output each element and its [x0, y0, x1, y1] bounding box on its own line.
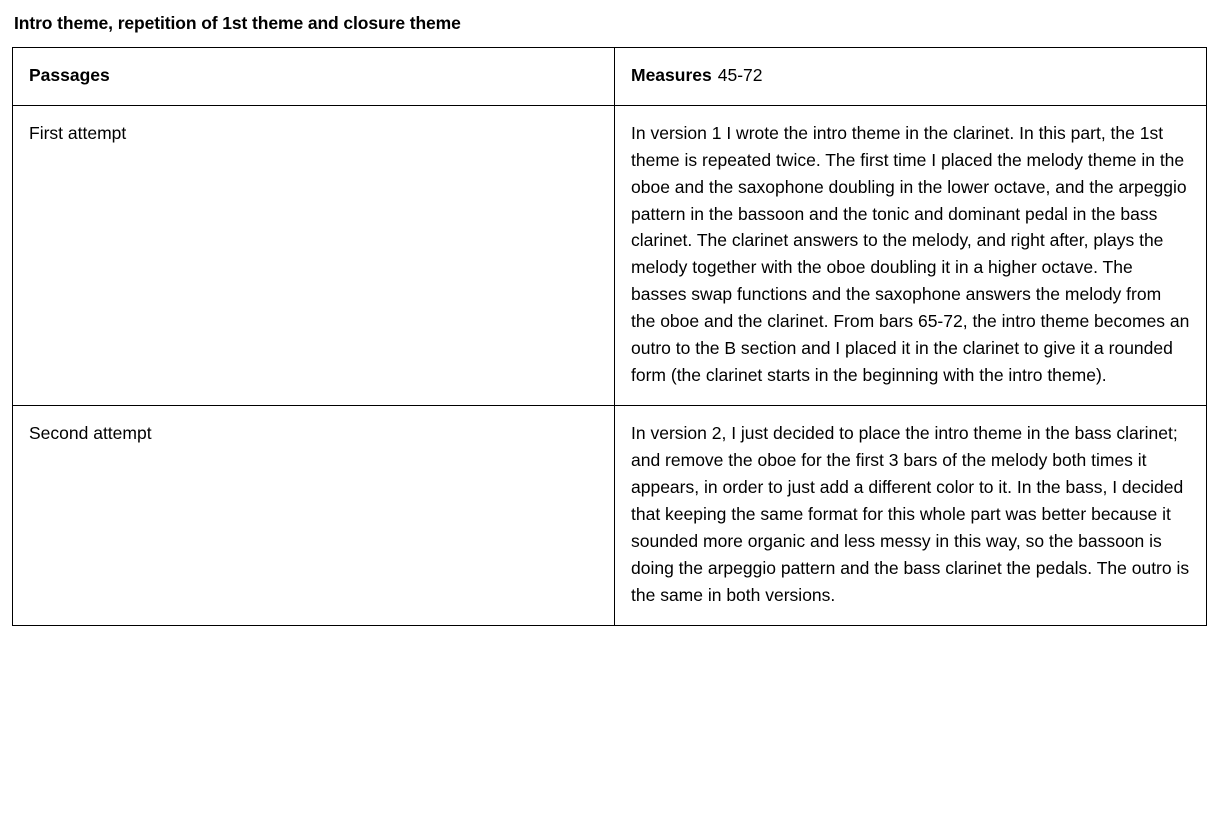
row-label-first-attempt: First attempt — [29, 122, 127, 143]
row-label-cell-first-attempt — [13, 105, 615, 405]
table-header-cell-measures — [615, 47, 1207, 105]
row-label-cell-second-attempt — [13, 406, 615, 626]
page-title: Intro theme, repetition of 1st theme and closure theme — [14, 13, 461, 33]
row-text-cell-second-attempt — [615, 406, 1207, 626]
row-text-cell-first-attempt — [615, 105, 1207, 405]
table-header-row — [13, 47, 1207, 105]
column-header-passages: Passages — [29, 64, 110, 85]
column-header-measures-value: 45-72 — [717, 64, 763, 85]
column-header-measures: Measures — [631, 64, 712, 85]
passages-table — [12, 47, 1207, 626]
table-header-cell-passages — [13, 47, 615, 105]
table-row — [13, 406, 1207, 626]
table-row — [13, 105, 1207, 405]
row-label-second-attempt: Second attempt — [29, 423, 152, 444]
row-text-second-attempt: In version 2, I just decided to place the intro theme in the bass clarinet; and remove the oboe for the first 3 bars of the melody both times it appears, in order to just add a different color to it. In the bass, I decided that keeping the same format for this whole part was better because it sounded more organic and less messy in this way, so the bassoon is doing the arpeggio pattern and the bass clarinet the pedals. The outro is the same in both versions. — [631, 423, 1190, 605]
row-text-first-attempt: In version 1 I wrote the intro theme in the clarinet. In this part, the 1st theme is repeated twice. The first time I placed the melody theme in the oboe and the saxophone doubling in the lower octave, and the arpeggio pattern in the bassoon and the tonic and dominant pedal in the bass clarinet. The clarinet answers to the melody, and right after, plays the melody together with the oboe doubling it in a higher octave. The basses swap functions and the saxophone answers the melody from the oboe and the clarinet. From bars 65-72, the intro theme becomes an outro to the B section and I placed it in the clarinet to give it a rounded form (the clarinet starts in the beginning with the intro theme). — [631, 122, 1190, 386]
